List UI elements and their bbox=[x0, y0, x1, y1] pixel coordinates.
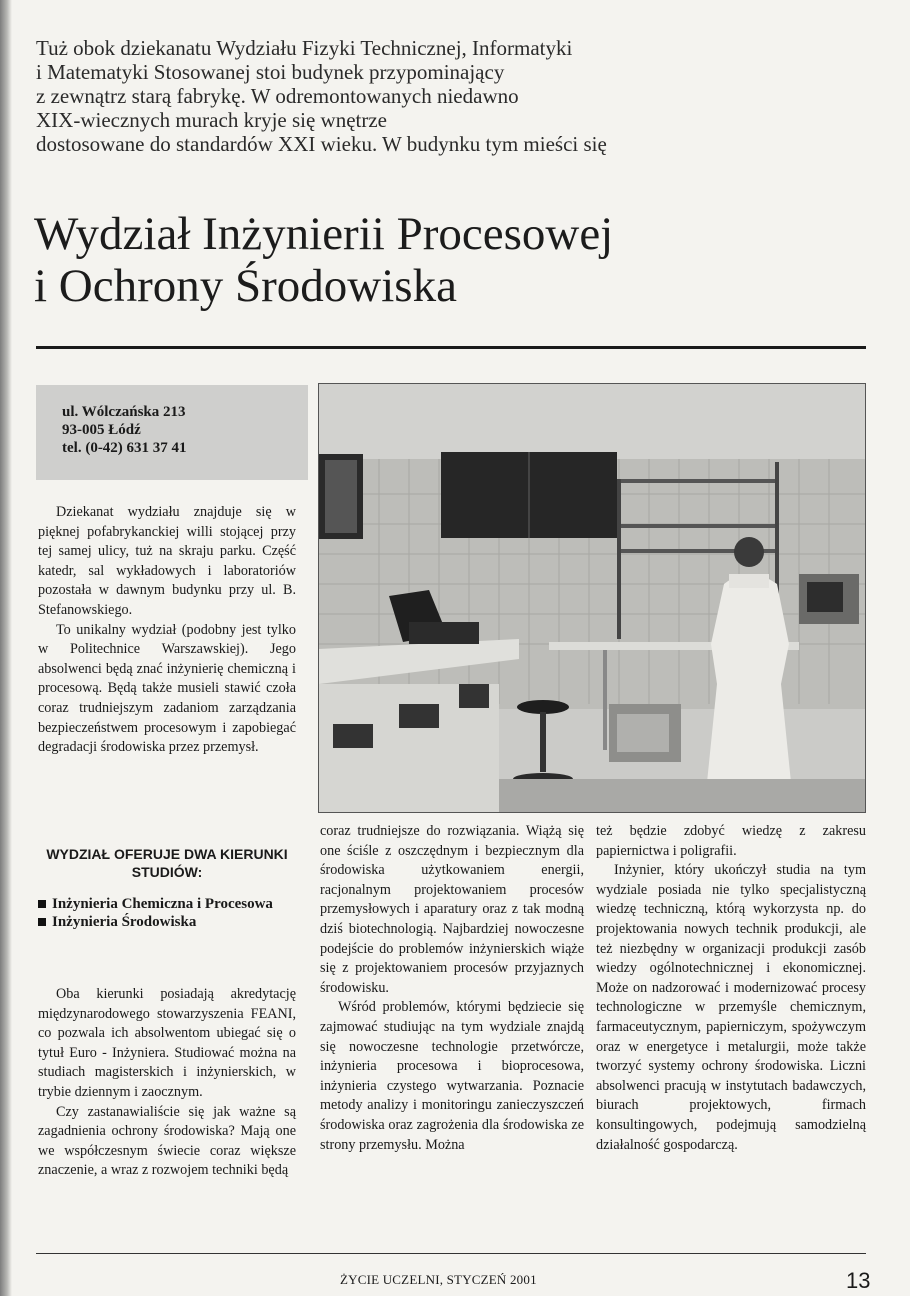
paragraph: Oba kierunki posiadają akredytację międzynarodowego stowarzyszenia FEANI, co pozwala ich absolwentom ubiegać się o tytuł Euro - Inżyniera. Studiować można na studiach magisterskich i inżynierskich, w trybie dziennym i zaocznym. bbox=[38, 986, 296, 1100]
address-box bbox=[36, 385, 308, 480]
paragraph: Wśród problemów, którymi będziecie się zajmować studiując na tym wydziale znajdą się nowoczesne technologie przetwórcze, inżynieria procesowa i bioprocesowa, inżynieria czystego wytwarzania. Poznacie metody analizy i monitoringu zanieczyszczeń środowiska oraz zagrożenia dla środowiska ze strony przemysłu. Można bbox=[320, 999, 584, 1153]
intro-line: z zewnątrz starą fabrykę. W odremontowanych niedawno bbox=[36, 84, 519, 108]
paragraph: Inżynier, który ukończył studia na tym wydziale posiada nie tylko specjalistyczną wiedzę techniczną, którą wykorzysta np. do projektowania nowych technik produkcji, ale też niezbędny w organizacji produkcji zasób wiedzy ogólnotechnicznej i ekonomicznej. Może on nadzorować i modernizować procesy technologiczne w przemyśle chemicznym, farmaceutycznym, papierniczym, spożywczym oraz w energetyce i metalurgii, może także tworzyć systemy ochrony środowiska. Liczni absolwenci pracują w instytutach badawczych, biurach projektowych, firmach konsultingowych, podejmują samodzielną działalność gospodarczą. bbox=[596, 862, 866, 1153]
page-title bbox=[34, 208, 874, 312]
paragraph: Czy zastanawialiście się jak ważne są zagadnienia ochrony środowiska? Mają one we współczesnym świecie coraz większe znaczenie, a wraz z rozwojem techniki będą bbox=[38, 1103, 296, 1179]
intro-line: XIX-wiecznych murach kryje się wnętrze bbox=[36, 108, 388, 132]
footer-publication: ŻYCIE UCZELNI, STYCZEŃ 2001 bbox=[340, 1272, 537, 1287]
page-number: 13 bbox=[846, 1268, 871, 1293]
intro-text bbox=[36, 36, 876, 156]
column-2-text bbox=[320, 822, 584, 1155]
column-3-text bbox=[596, 822, 866, 1155]
title-divider bbox=[36, 346, 866, 349]
offer-item bbox=[38, 895, 296, 913]
footer-divider bbox=[36, 1253, 866, 1254]
intro-line: i Matematyki Stosowanej stoi budynek przypominający bbox=[36, 60, 505, 84]
square-bullet-icon bbox=[38, 918, 46, 926]
square-bullet-icon bbox=[38, 900, 46, 908]
study-offer bbox=[38, 845, 296, 931]
title-line: Wydział Inżynierii Procesowej bbox=[34, 208, 614, 260]
address-street: ul. Wólczańska 213 bbox=[62, 404, 186, 420]
paragraph: Dziekanat wydziału znajduje się w pięknej pofabrykanckiej willi stojącej przy tej samej ulicy, tuż na skraju parku. Część katedr, sal wykładowych i laboratoriów pozostała w dawnym budynku przy ul. B. Stefanowskiego. bbox=[38, 504, 296, 618]
paragraph: coraz trudniejsze do rozwiązania. Wiążą się one ściśle z oszczędnym i bezpiecznym dla środowiska użytkowaniem energii, racjonalnym projektowaniem procesów przemysłowych i aparatury oraz z tak modną dziś biotechnologią. Najbardziej nowoczesne podejście do problemów inżynierskich wiąże się z projektowaniem procesów przyjaznych środowisku. bbox=[320, 823, 584, 996]
offer-list bbox=[38, 895, 296, 931]
binding-edge bbox=[0, 0, 12, 1296]
intro-line: Tuż obok dziekanatu Wydziału Fizyki Technicznej, Informatyki bbox=[36, 36, 573, 60]
address-city: 93-005 Łódź bbox=[62, 422, 141, 438]
offer-item bbox=[38, 913, 296, 931]
intro-line: dostosowane do standardów XXI wieku. W budynku tym mieści się bbox=[36, 132, 607, 156]
page-footer bbox=[0, 1268, 910, 1294]
offer-item-label: Inżynieria Chemiczna i Procesowa bbox=[52, 896, 273, 912]
paragraph: To unikalny wydział (podobny jest tylko w Politechnice Warszawskiej). Jego absolwenci będą znać inżynierię chemiczną i procesową. Będą także musieli stawić czoła coraz trudniejszym zadaniom zarządzania bezpieczeństwem procesowym i zapobiegać degradacji środowiska przez przemysł. bbox=[38, 621, 296, 756]
paragraph: też będzie zdobyć wiedzę z zakresu papiernictwa i poligrafii. bbox=[596, 823, 866, 859]
laboratory-photo bbox=[318, 383, 866, 813]
title-line: i Ochrony Środowiska bbox=[34, 260, 457, 312]
column-1-continued-text bbox=[38, 985, 296, 1181]
offer-heading: WYDZIAŁ OFERUJE DWA KIERUNKI STUDIÓW: bbox=[46, 846, 288, 880]
column-1-text bbox=[38, 503, 296, 758]
offer-item-label: Inżynieria Środowiska bbox=[52, 914, 197, 930]
address-phone: tel. (0-42) 631 37 41 bbox=[62, 440, 187, 456]
